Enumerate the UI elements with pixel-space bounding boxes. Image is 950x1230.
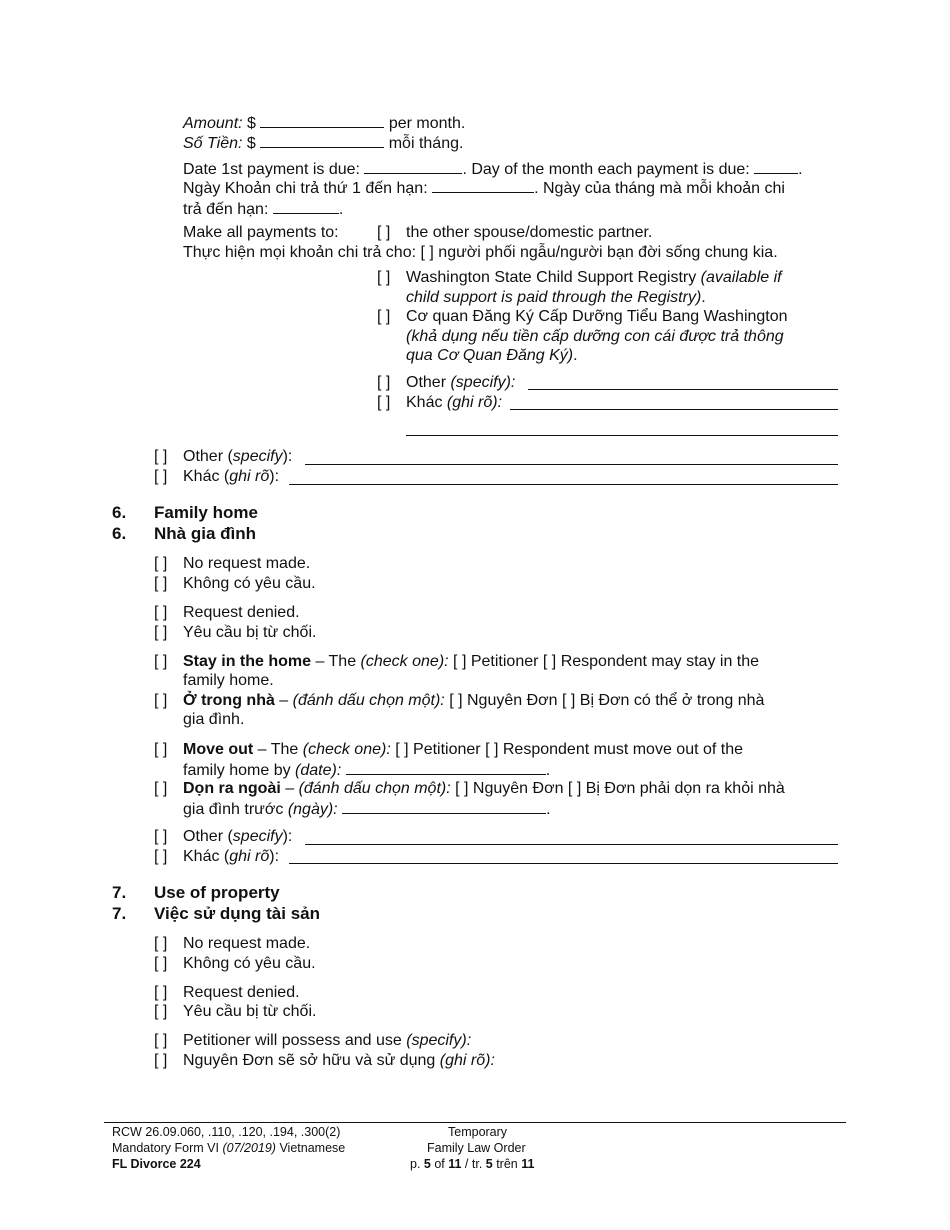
footer-divider (104, 1122, 846, 1123)
move-vi-line2: gia đình trước (ngày): . (183, 798, 551, 820)
payments-label-en: Make all payments to: (183, 224, 339, 241)
move-vi (183, 779, 785, 799)
payee-spouse-en: the other spouse/domestic partner. (406, 224, 653, 241)
registry-vi-2 (406, 346, 578, 366)
footer-form-date: (07/2019) (222, 1141, 276, 1155)
move-en-petitioner: Petitioner (413, 741, 481, 758)
s6-other-en-a: Other ( (183, 828, 233, 845)
possess-vi-note: (ghi rõ): (439, 1052, 495, 1069)
stay-vi-petitioner: Nguyên Đơn (467, 692, 558, 709)
s6-no-request-en: No request made. (183, 555, 311, 572)
amount-label-en: Amount: (183, 115, 243, 132)
possess-en-note: (specify): (406, 1032, 472, 1049)
checkbox-s6-no-request-vi[interactable]: [ ] (154, 575, 168, 592)
support-other-vi-c: ): (269, 468, 280, 485)
stay-vi-dash: – (274, 692, 293, 709)
s6-no-request-vi: Không có yêu cầu. (183, 575, 316, 592)
s6-other-en-b: specify (232, 828, 283, 845)
checkbox-s6-denied[interactable]: [ ] (154, 604, 168, 621)
s6-other-en-c: ): (282, 828, 293, 845)
s6-other-vi-c: ): (269, 848, 280, 865)
payee-spouse-vi: người phối ngẫu/người bạn đời sống chung kia. (438, 244, 778, 261)
footer-page-of: of (430, 1157, 449, 1171)
first-payment-date-field-vi[interactable] (432, 177, 534, 193)
payee-other-vi (406, 393, 502, 413)
checkbox-s7-no-request-vi[interactable]: [ ] (154, 955, 168, 972)
checkbox-stay-vi[interactable]: [ ] (154, 692, 168, 709)
s7-no-request-en: No request made. (183, 935, 311, 952)
registry-vi-note2: qua Cơ Quan Đăng Ký) (406, 347, 574, 364)
checkbox-s7-denied-vi[interactable]: [ ] (154, 1003, 168, 1020)
checkbox-s6-other-vi[interactable]: [ ] (154, 848, 168, 865)
stay-en-bold: Stay in the home (183, 653, 312, 670)
payee-other-vi-note: (ghi rõ): (446, 394, 503, 411)
support-other-en-a: Other ( (183, 448, 233, 465)
section7-title-en: Use of property (154, 883, 280, 902)
move-vi-respondent: Bị Đơn phải dọn ra khỏi nhà (585, 780, 785, 797)
checkbox-move-respondent[interactable]: [ ] (485, 741, 499, 758)
payee-other-vi-text: Khác (406, 394, 443, 411)
due-label-vi: Ngày Khoản chi trả thứ 1 đến hạn: (183, 180, 428, 197)
checkbox-registry-vi[interactable]: [ ] (377, 308, 391, 325)
stay-en-dash: – The (311, 653, 361, 670)
due-line-vi-2 (183, 198, 343, 220)
first-payment-date-field[interactable] (364, 158, 462, 174)
registry-en-note2: child support is paid through the Registry) (406, 289, 702, 306)
due-label-en: Date 1st payment is due: (183, 161, 360, 178)
payments-label-vi-text: Thực hiện mọi khoản chi trả cho: (183, 244, 417, 261)
support-other-vi-b: ghi rõ (229, 468, 270, 485)
section6-title-vi: Nhà gia đình (154, 524, 256, 543)
section7-number-vi: 7. (112, 904, 127, 923)
move-en-bold: Move out (183, 741, 254, 758)
payment-day-field[interactable] (754, 158, 798, 174)
due-label-vi-2: trả đến hạn: (183, 201, 269, 218)
amount-field-vi[interactable] (260, 132, 384, 148)
move-date-field[interactable] (346, 759, 546, 775)
move-en-line2-text: family home by (183, 762, 291, 779)
checkbox-move-respondent-vi[interactable]: [ ] (567, 780, 582, 797)
payee-other-en (406, 373, 515, 393)
checkbox-move-petitioner-vi[interactable]: [ ] (455, 780, 469, 797)
s6-other-vi (183, 847, 279, 867)
checkbox-s7-no-request[interactable]: [ ] (154, 935, 168, 952)
s6-other-en (183, 827, 292, 847)
checkbox-support-other[interactable]: [ ] (154, 448, 168, 465)
checkbox-s7-denied[interactable]: [ ] (154, 984, 168, 1001)
due-line-vi (183, 177, 785, 199)
s7-denied-vi: Yêu cầu bị từ chối. (183, 1003, 317, 1020)
possess-en (183, 1031, 471, 1051)
possess-en-text: Petitioner will possess and use (183, 1032, 402, 1049)
footer-page-tr: / tr. (461, 1157, 486, 1171)
checkbox-stay-respondent-vi[interactable]: [ ] (562, 692, 576, 709)
registry-en-note1: (available if (700, 269, 782, 286)
stay-vi (183, 691, 764, 711)
stay-en-check: (check one): (360, 653, 449, 670)
registry-vi-note1-text: (khả dụng nếu tiền cấp dưỡng con cái được trả thông (406, 328, 784, 345)
footer-page-total-vi: 11 (521, 1157, 535, 1171)
possess-vi-text: Nguyên Đơn sẽ sở hữu và sử dụng (183, 1052, 436, 1069)
registry-en-end: . (701, 289, 706, 306)
section6-number-vi: 6. (112, 524, 127, 543)
move-vi-check: (đánh dấu chọn một): (298, 780, 451, 797)
due-end-en: . (798, 161, 803, 178)
footer-page (410, 1156, 534, 1172)
amount-label-vi: Số Tiền: (183, 135, 243, 152)
footer-page-tren: trên (492, 1157, 522, 1171)
footer-form-pre: Mandatory Form VI (112, 1141, 223, 1155)
checkbox-move[interactable]: [ ] (154, 741, 168, 758)
stay-vi-bold: Ở trong nhà (183, 692, 275, 709)
checkbox-payee-spouse[interactable]: [ ] (377, 224, 391, 241)
checkbox-stay-petitioner-vi[interactable]: [ ] (449, 692, 463, 709)
move-en-dash: – The (253, 741, 303, 758)
footer-page-num: 5 (423, 1157, 431, 1171)
amount-suffix-vi: mỗi tháng. (388, 135, 464, 152)
footer-title2: Family Law Order (427, 1141, 526, 1155)
checkbox-payee-other-vi[interactable]: [ ] (377, 394, 391, 411)
footer-page-total: 11 (448, 1157, 462, 1171)
amount-line-en (183, 112, 465, 134)
stay-vi-check: (đánh dấu chọn một): (292, 692, 445, 709)
due-mid-vi: . Ngày của tháng mà mỗi khoản chi (534, 180, 785, 197)
checkbox-possess-vi[interactable]: [ ] (154, 1052, 168, 1069)
due-mid-en: . Day of the month each payment is due: (462, 161, 750, 178)
move-date-field-vi[interactable] (342, 798, 546, 814)
stay-en-respondent: Respondent may stay in the (560, 653, 760, 670)
checkbox-s6-no-request[interactable]: [ ] (154, 555, 168, 572)
registry-vi-end: . (573, 347, 578, 364)
payments-label-vi (183, 243, 778, 263)
section6-title-en: Family home (154, 503, 258, 522)
checkbox-stay-petitioner[interactable]: [ ] (453, 653, 467, 670)
footer-title1: Temporary (448, 1125, 508, 1139)
move-en-respondent: Respondent must move out of the (502, 741, 744, 758)
support-other-en-c: ): (282, 448, 293, 465)
support-other-field-vi[interactable] (289, 484, 838, 485)
move-vi-line2-text: gia đình trước (183, 801, 284, 818)
s6-other-vi-a: Khác ( (183, 848, 230, 865)
amount-suffix-en: per month. (388, 115, 466, 132)
footer-page-num-vi: 5 (485, 1157, 493, 1171)
footer-form-id: FL Divorce 224 (112, 1157, 201, 1171)
s6-other-field-vi[interactable] (289, 863, 838, 864)
footer-rcw: RCW 26.09.060, .110, .120, .194, .300(2) (112, 1125, 341, 1139)
move-en-line2: family home by (date): . (183, 759, 550, 781)
checkbox-move-vi[interactable]: [ ] (154, 780, 168, 797)
payment-day-field-vi[interactable] (273, 198, 339, 214)
move-vi-bold: Dọn ra ngoài (183, 780, 281, 797)
checkbox-support-other-vi[interactable]: [ ] (154, 468, 168, 485)
amount-field-en[interactable] (260, 112, 384, 128)
registry-vi: Cơ quan Đăng Ký Cấp Dưỡng Tiểu Bang Washington (406, 308, 788, 325)
footer-form (112, 1140, 345, 1156)
possess-vi (183, 1051, 495, 1071)
checkbox-stay[interactable]: [ ] (154, 653, 168, 670)
s6-denied-en: Request denied. (183, 604, 300, 621)
section6-number-en: 6. (112, 503, 127, 522)
move-vi-petitioner: Nguyên Đơn (472, 780, 564, 797)
payee-other-en-text: Other (406, 374, 447, 391)
move-en-check: (check one): (302, 741, 391, 758)
s7-no-request-vi: Không có yêu cầu. (183, 955, 316, 972)
support-other-vi (183, 467, 279, 487)
due-end-vi: . (338, 201, 344, 218)
currency-vi: $ (246, 135, 256, 152)
s6-denied-vi: Yêu cầu bị từ chối. (183, 624, 317, 641)
section7-number-en: 7. (112, 883, 127, 902)
support-other-vi-a: Khác ( (183, 468, 230, 485)
move-vi-dash: – (280, 780, 299, 797)
payee-other-field-2[interactable] (406, 435, 838, 436)
move-en-date-label: (date): (295, 762, 342, 779)
support-other-field[interactable] (305, 464, 838, 465)
currency-en: $ (247, 115, 256, 132)
checkbox-registry[interactable]: [ ] (377, 269, 391, 286)
registry-en-2 (406, 288, 706, 308)
checkbox-payee-spouse-vi[interactable]: [ ] (420, 244, 434, 261)
checkbox-stay-respondent[interactable]: [ ] (542, 653, 557, 670)
footer-form-lang: Vietnamese (275, 1141, 346, 1155)
stay-en (183, 652, 759, 672)
checkbox-s6-other[interactable]: [ ] (154, 828, 168, 845)
registry-en-text: Washington State Child Support Registry (406, 269, 697, 286)
footer-page-pre: p. (410, 1157, 424, 1171)
s6-other-vi-b: ghi rõ (229, 848, 270, 865)
stay-vi-line2: gia đình. (183, 711, 245, 728)
payee-other-en-note: (specify): (450, 374, 516, 391)
amount-line-vi (183, 132, 463, 154)
registry-en (406, 268, 782, 288)
checkbox-possess[interactable]: [ ] (154, 1032, 168, 1049)
s7-denied-en: Request denied. (183, 984, 300, 1001)
stay-en-line2: family home. (183, 672, 274, 689)
section7-title-vi: Việc sử dụng tài sản (154, 904, 320, 923)
s6-other-field[interactable] (305, 844, 838, 845)
checkbox-payee-other[interactable]: [ ] (377, 374, 391, 391)
payee-other-field[interactable] (528, 389, 838, 390)
stay-vi-respondent: Bị Đơn có thể ở trong nhà (579, 692, 765, 709)
move-en (183, 740, 743, 760)
registry-vi-note1 (406, 327, 784, 347)
support-other-en-b: specify (232, 448, 283, 465)
move-vi-date-label: (ngày): (287, 801, 338, 818)
stay-en-petitioner: Petitioner (470, 653, 539, 670)
support-other-en (183, 447, 292, 467)
checkbox-move-petitioner[interactable]: [ ] (395, 741, 409, 758)
checkbox-s6-denied-vi[interactable]: [ ] (154, 624, 168, 641)
payee-other-field-vi[interactable] (510, 409, 838, 410)
